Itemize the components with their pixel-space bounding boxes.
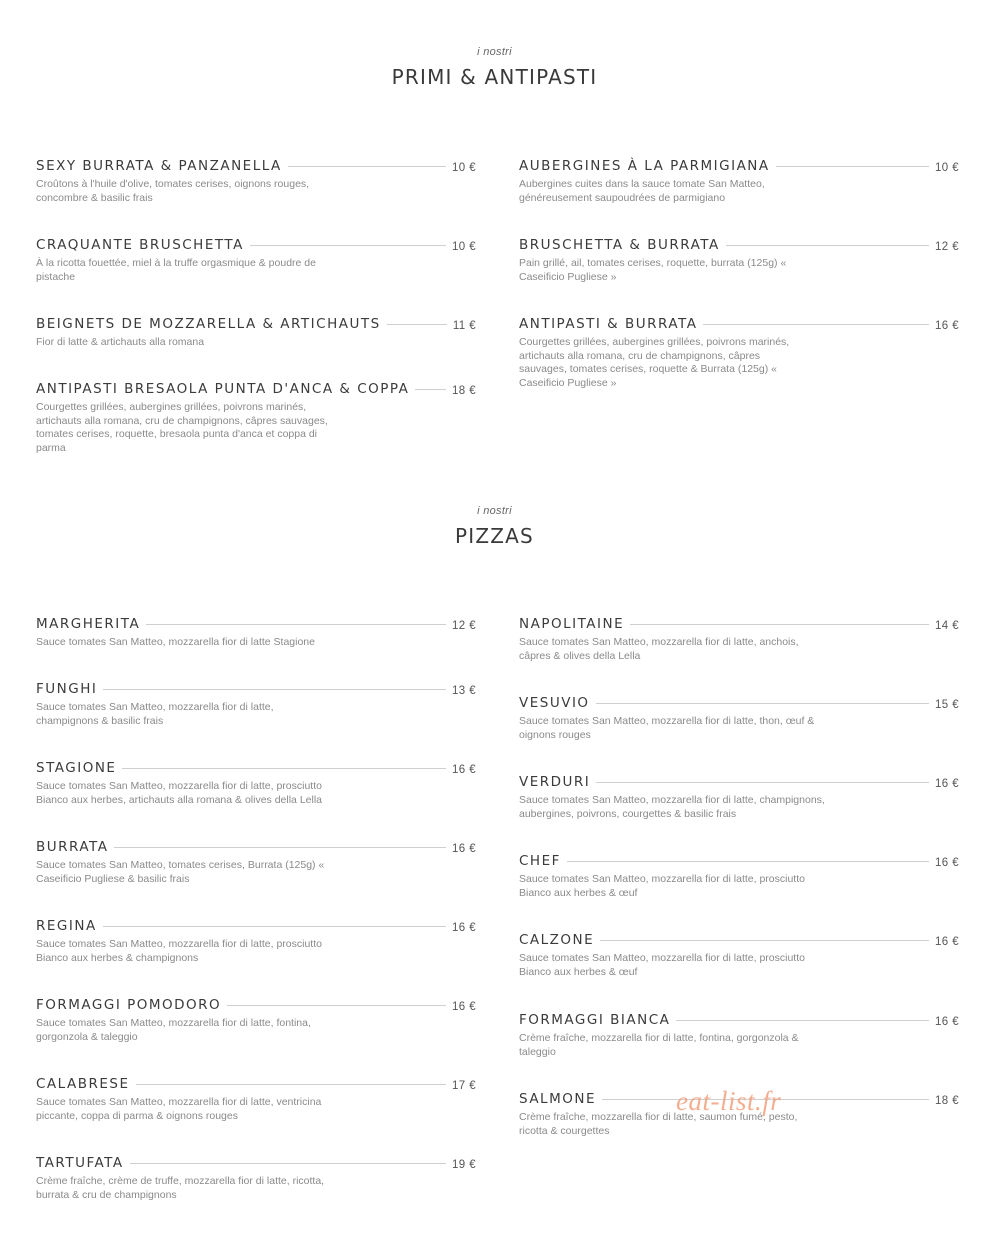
leader-line xyxy=(387,324,447,325)
leader-line xyxy=(596,782,929,783)
menu-item xyxy=(36,314,476,350)
leader-line xyxy=(146,624,446,625)
item-description: Sauce tomates San Matteo, mozzarella fior di latte, prosciutto Bianco aux herbes & champignons xyxy=(36,938,322,964)
item-description: Crème fraîche, mozzarella fior di latte, saumon fumé, pesto, ricotta & courgettes xyxy=(519,1111,798,1137)
item-description: Sauce tomates San Matteo, mozzarella fior di latte, prosciutto Bianco aux herbes, artichauts alla romana & olives della Lella xyxy=(36,780,322,806)
item-name: BEIGNETS DE MOZZARELLA & ARTICHAUTS xyxy=(36,316,381,332)
item-name: STAGIONE xyxy=(36,760,117,776)
leader-line xyxy=(676,1020,929,1021)
leader-line xyxy=(600,940,929,941)
item-price: 16 € xyxy=(935,778,959,790)
section-title: PIZZAS xyxy=(455,524,534,548)
item-name: FORMAGGI BIANCA xyxy=(519,1012,671,1028)
item-description: Pain grillé, ail, tomates cerises, roquette, burrata (125g) « Caseificio Pugliese » xyxy=(519,257,787,283)
item-price: 16 € xyxy=(452,922,476,934)
leader-line xyxy=(288,166,446,167)
menu-item xyxy=(519,772,959,821)
item-description: Sauce tomates San Matteo, mozzarella fior di latte, thon, œuf & oignons rouges xyxy=(519,715,815,741)
leader-line xyxy=(703,324,929,325)
menu-item xyxy=(519,614,959,663)
menu-item xyxy=(519,235,959,284)
item-name: SALMONE xyxy=(519,1091,596,1107)
leader-line xyxy=(250,245,446,246)
item-description: Crème fraîche, mozzarella fior di latte, fontina, gorgonzola & taleggio xyxy=(519,1032,799,1058)
item-price: 10 € xyxy=(452,241,476,253)
leader-line xyxy=(567,861,929,862)
leader-line xyxy=(415,389,446,390)
item-description: Sauce tomates San Matteo, mozzarella fior di latte, champignons, aubergines, poivrons, courgettes & basilic frais xyxy=(519,794,825,820)
item-description: Sauce tomates San Matteo, tomates cerises, Burrata (125g) « Caseificio Pugliese & basilic frais xyxy=(36,859,325,885)
menu-item xyxy=(36,235,476,284)
leader-line xyxy=(122,768,446,769)
section-header-primi xyxy=(0,46,989,89)
leader-line xyxy=(596,703,929,704)
item-price: 15 € xyxy=(935,699,959,711)
item-description: Sauce tomates San Matteo, mozzarella fior di latte Stagione xyxy=(36,636,315,648)
leader-line xyxy=(227,1005,446,1006)
item-name: AUBERGINES À LA PARMIGIANA xyxy=(519,158,770,174)
item-description: Croûtons à l'huile d'olive, tomates cerises, oignons rouges, concombre & basilic frais xyxy=(36,178,310,204)
leader-line xyxy=(103,689,446,690)
item-name: CHEF xyxy=(519,853,561,869)
item-description: Sauce tomates San Matteo, mozzarella fior di latte, prosciutto Bianco aux herbes & œuf xyxy=(519,952,805,978)
item-description: Fior di latte & artichauts alla romana xyxy=(36,336,205,348)
item-description: Crème fraîche, crème de truffe, mozzarella fior di latte, ricotta, burrata & cru de champignons xyxy=(36,1175,325,1201)
menu-item xyxy=(519,693,959,742)
menu-item xyxy=(36,1074,476,1123)
menu-item xyxy=(519,930,959,979)
menu-item xyxy=(36,156,476,205)
item-price: 16 € xyxy=(452,843,476,855)
item-name: ANTIPASTI BRESAOLA PUNTA D'ANCA & COPPA xyxy=(36,381,410,397)
item-name: NAPOLITAINE xyxy=(519,616,625,632)
item-description: Aubergines cuites dans la sauce tomate San Matteo, généreusement saupoudrées de parmigiano xyxy=(519,178,765,204)
item-description: Sauce tomates San Matteo, mozzarella fior di latte, anchois, câpres & olives della Lella xyxy=(519,636,799,662)
item-name: CALABRESE xyxy=(36,1076,130,1092)
watermark-logo: eat-list.fr xyxy=(676,1086,782,1116)
item-price: 16 € xyxy=(935,1016,959,1028)
menu-item xyxy=(36,758,476,807)
item-description: Courgettes grillées, aubergines grillées, poivrons marinés, artichauts alla romana, cru de champignons, câpres sauvages, tomates cerises, roquette & Burrata (125g) « Caseificio Pugliese » xyxy=(519,336,790,389)
item-price: 10 € xyxy=(935,162,959,174)
leader-line xyxy=(114,847,446,848)
item-name: CALZONE xyxy=(519,932,595,948)
item-price: 16 € xyxy=(935,857,959,869)
item-price: 11 € xyxy=(452,320,476,332)
section-header-pizzas xyxy=(0,505,989,548)
item-name: MARGHERITA xyxy=(36,616,141,632)
item-price: 12 € xyxy=(452,620,476,632)
item-price: 17 € xyxy=(452,1080,476,1092)
item-name: BRUSCHETTA & BURRATA xyxy=(519,237,720,253)
leader-line xyxy=(136,1084,447,1085)
leader-line xyxy=(776,166,929,167)
item-name: FORMAGGI POMODORO xyxy=(36,997,222,1013)
leader-line xyxy=(130,1163,446,1164)
item-description: Sauce tomates San Matteo, mozzarella fior di latte, prosciutto Bianco aux herbes & œuf xyxy=(519,873,805,899)
item-name: VESUVIO xyxy=(519,695,590,711)
item-price: 13 € xyxy=(452,685,476,697)
item-price: 14 € xyxy=(935,620,959,632)
item-name: REGINA xyxy=(36,918,97,934)
item-price: 18 € xyxy=(935,1095,959,1107)
item-name: SEXY BURRATA & PANZANELLA xyxy=(36,158,282,174)
item-name: TARTUFATA xyxy=(36,1155,124,1171)
leader-line xyxy=(103,926,446,927)
item-name: VERDURI xyxy=(519,774,591,790)
item-description: À la ricotta fouettée, miel à la truffe orgasmique & poudre de pistache xyxy=(36,257,316,283)
item-price: 16 € xyxy=(452,764,476,776)
item-price: 16 € xyxy=(452,1001,476,1013)
section-kicker: i nostri xyxy=(477,46,512,58)
item-name: FUNGHI xyxy=(36,681,98,697)
menu-item xyxy=(36,916,476,965)
item-name: BURRATA xyxy=(36,839,109,855)
item-name: CRAQUANTE BRUSCHETTA xyxy=(36,237,244,253)
item-price: 12 € xyxy=(935,241,959,253)
menu-item xyxy=(36,679,476,728)
menu-item xyxy=(36,837,476,886)
menu-item xyxy=(36,995,476,1044)
item-description: Sauce tomates San Matteo, mozzarella fior di latte, fontina, gorgonzola & taleggio xyxy=(36,1017,311,1043)
item-price: 19 € xyxy=(452,1159,476,1171)
item-description: Sauce tomates San Matteo, mozzarella fior di latte, champignons & basilic frais xyxy=(36,701,274,727)
leader-line xyxy=(726,245,929,246)
menu-item xyxy=(519,1010,959,1059)
section-title: PRIMI & ANTIPASTI xyxy=(391,65,598,89)
leader-line xyxy=(630,624,929,625)
menu-item xyxy=(519,156,959,205)
item-price: 18 € xyxy=(452,385,476,397)
menu-item xyxy=(36,1153,476,1202)
section-kicker: i nostri xyxy=(477,505,512,517)
item-description: Courgettes grillées, aubergines grillées, poivrons marinés, artichauts alla romana, cru de champignons, câpres sauvages, tomates cerises, roquette, bresaola punta d'anca et coppa di parma xyxy=(36,401,328,454)
menu-item xyxy=(36,614,476,650)
item-description: Sauce tomates San Matteo, mozzarella fior di latte, ventricina piccante, coppa di parma & oignons rouges xyxy=(36,1096,322,1122)
menu-item xyxy=(519,314,959,390)
item-name: ANTIPASTI & BURRATA xyxy=(519,316,698,332)
menu-item xyxy=(36,379,476,455)
item-price: 16 € xyxy=(935,936,959,948)
item-price: 10 € xyxy=(452,162,476,174)
item-price: 16 € xyxy=(935,320,959,332)
menu-item xyxy=(519,851,959,900)
